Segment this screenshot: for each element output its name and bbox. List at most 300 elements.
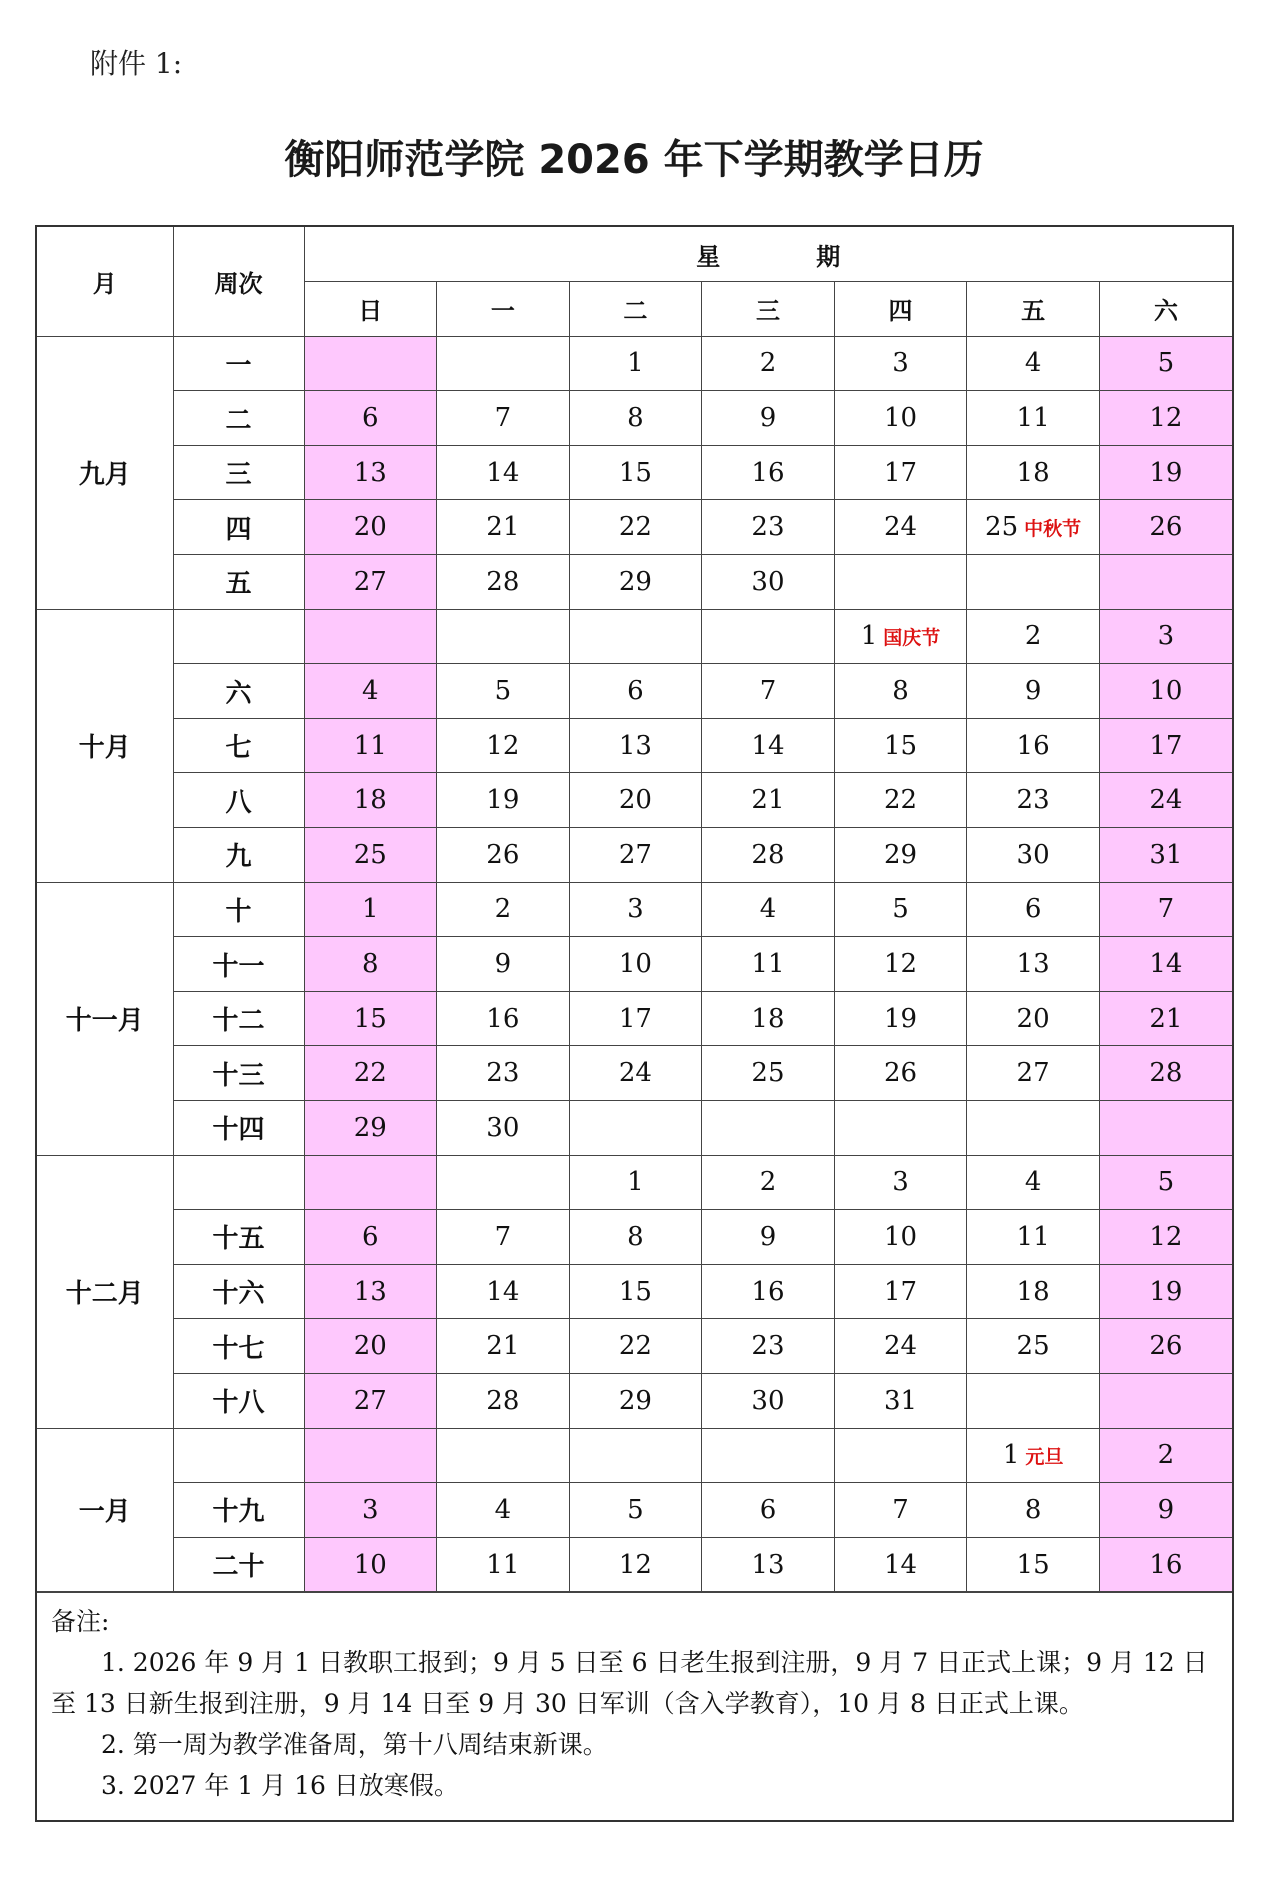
day-number: 9 bbox=[759, 403, 777, 434]
week-number: 十 bbox=[173, 882, 304, 937]
day-cell bbox=[834, 937, 967, 992]
day-cell bbox=[437, 1046, 570, 1101]
day-number: 27 bbox=[353, 566, 387, 597]
day-number: 8 bbox=[627, 403, 644, 434]
day-number: 3 bbox=[892, 348, 909, 379]
week-number: 一 bbox=[173, 336, 304, 391]
day-number: 4 bbox=[494, 1494, 512, 1525]
day-cell bbox=[569, 1264, 702, 1319]
day-number: 8 bbox=[362, 949, 379, 980]
day-number: 28 bbox=[751, 839, 785, 870]
day-number: 25 bbox=[353, 839, 387, 870]
day-cell bbox=[304, 609, 437, 664]
day-cell bbox=[569, 391, 702, 446]
day-cell bbox=[569, 445, 702, 500]
month-label: 一月 bbox=[37, 1428, 173, 1592]
day-number: 6 bbox=[362, 403, 379, 434]
day-cell bbox=[304, 500, 437, 555]
day-number: 15 bbox=[618, 457, 652, 488]
week-row bbox=[37, 937, 1232, 992]
day-cell bbox=[967, 609, 1100, 664]
header-week: 周次 bbox=[173, 227, 304, 336]
day-cell bbox=[834, 555, 967, 610]
week-row bbox=[37, 445, 1232, 500]
day-cell bbox=[967, 773, 1100, 828]
day-cell bbox=[702, 1264, 835, 1319]
day-number: 2 bbox=[494, 894, 512, 925]
day-cell bbox=[569, 828, 702, 883]
day-cell bbox=[1099, 500, 1232, 555]
day-number: 21 bbox=[751, 785, 785, 816]
month-label: 十一月 bbox=[37, 882, 173, 1155]
day-number: 2 bbox=[759, 348, 777, 379]
day-cell bbox=[967, 1155, 1100, 1210]
day-number: 13 bbox=[751, 1549, 785, 1580]
day-number: 20 bbox=[353, 512, 387, 543]
day-number: 3 bbox=[892, 1167, 909, 1198]
day-number: 17 bbox=[883, 1276, 918, 1307]
day-number: 7 bbox=[1157, 894, 1175, 925]
day-cell bbox=[304, 1373, 437, 1428]
day-number: 29 bbox=[883, 839, 918, 870]
day-number: 14 bbox=[883, 1549, 918, 1580]
weekday-header: 三 bbox=[702, 282, 835, 337]
day-cell bbox=[1099, 1046, 1232, 1101]
day-cell bbox=[437, 1101, 570, 1156]
day-cell bbox=[967, 1101, 1100, 1156]
day-number: 10 bbox=[353, 1549, 387, 1580]
day-cell bbox=[437, 718, 570, 773]
day-cell bbox=[967, 1264, 1100, 1319]
day-cell bbox=[304, 1210, 437, 1265]
holiday-label: 国庆节 bbox=[883, 627, 941, 650]
day-number: 12 bbox=[486, 730, 520, 761]
day-cell bbox=[437, 609, 570, 664]
day-cell bbox=[437, 664, 570, 719]
week-row bbox=[37, 555, 1232, 610]
day-number: 17 bbox=[1149, 730, 1183, 761]
week-number: 十三 bbox=[173, 1046, 304, 1101]
day-number: 6 bbox=[1024, 894, 1042, 925]
week-row bbox=[37, 1483, 1232, 1538]
day-cell bbox=[834, 1210, 967, 1265]
day-number: 23 bbox=[486, 1058, 520, 1089]
week-number: 十八 bbox=[173, 1373, 304, 1428]
day-cell bbox=[834, 1319, 967, 1374]
day-number: 31 bbox=[1149, 839, 1183, 870]
day-cell bbox=[1099, 882, 1232, 937]
day-cell bbox=[569, 991, 702, 1046]
day-number: 27 bbox=[1016, 1058, 1050, 1089]
week-row bbox=[37, 664, 1232, 719]
day-number: 2 bbox=[1157, 1440, 1175, 1471]
day-cell bbox=[304, 391, 437, 446]
day-number: 14 bbox=[751, 730, 785, 761]
day-number: 23 bbox=[751, 1331, 785, 1362]
day-cell bbox=[437, 1483, 570, 1538]
day-number: 10 bbox=[618, 949, 652, 980]
day-cell bbox=[834, 664, 967, 719]
day-number: 16 bbox=[751, 457, 785, 488]
day-cell bbox=[569, 664, 702, 719]
day-cell bbox=[569, 718, 702, 773]
week-number: 十一 bbox=[173, 937, 304, 992]
day-cell bbox=[304, 937, 437, 992]
weekday-header: 日 bbox=[304, 282, 437, 337]
day-cell bbox=[702, 1101, 835, 1156]
day-cell bbox=[304, 1537, 437, 1592]
day-number: 12 bbox=[618, 1549, 652, 1580]
day-number: 9 bbox=[1024, 676, 1042, 707]
week-number: 十四 bbox=[173, 1101, 304, 1156]
day-cell bbox=[1099, 991, 1232, 1046]
page-title: 衡阳师范学院 2026 年下学期教学日历 bbox=[284, 137, 984, 183]
day-cell bbox=[967, 1319, 1100, 1374]
day-number: 24 bbox=[618, 1058, 652, 1089]
day-cell bbox=[1099, 1210, 1232, 1265]
day-cell bbox=[437, 1210, 570, 1265]
day-number: 11 bbox=[1016, 1221, 1050, 1252]
day-cell bbox=[304, 1428, 437, 1483]
day-number: 25 bbox=[985, 512, 1019, 543]
day-cell bbox=[834, 828, 967, 883]
day-cell bbox=[967, 445, 1100, 500]
day-number: 12 bbox=[883, 949, 918, 980]
day-number: 23 bbox=[1016, 785, 1050, 816]
day-number: 18 bbox=[751, 1003, 785, 1034]
day-number: 11 bbox=[353, 730, 387, 761]
day-cell bbox=[304, 555, 437, 610]
day-cell bbox=[967, 1537, 1100, 1592]
day-cell bbox=[702, 1428, 835, 1483]
header-weekday-group: 星 期 bbox=[304, 227, 1232, 282]
day-cell bbox=[702, 1537, 835, 1592]
week-number: 十六 bbox=[173, 1264, 304, 1319]
day-cell bbox=[437, 555, 570, 610]
month-label: 十月 bbox=[37, 609, 173, 882]
day-number: 10 bbox=[883, 1221, 918, 1252]
week-row bbox=[37, 1373, 1232, 1428]
day-cell bbox=[702, 828, 835, 883]
day-cell bbox=[702, 1046, 835, 1101]
day-number: 20 bbox=[353, 1331, 387, 1362]
day-number: 19 bbox=[1149, 1276, 1183, 1307]
day-number: 22 bbox=[618, 1331, 652, 1362]
day-number: 19 bbox=[486, 785, 520, 816]
day-number: 30 bbox=[1016, 839, 1050, 870]
day-cell bbox=[1099, 336, 1232, 391]
day-cell bbox=[437, 1537, 570, 1592]
day-cell bbox=[569, 1155, 702, 1210]
teaching-calendar-table bbox=[37, 227, 1232, 1592]
day-cell bbox=[304, 882, 437, 937]
week-row bbox=[37, 718, 1232, 773]
day-number: 13 bbox=[353, 1276, 387, 1307]
day-number: 7 bbox=[494, 403, 512, 434]
day-cell bbox=[967, 882, 1100, 937]
week-row bbox=[37, 882, 1232, 937]
day-number: 15 bbox=[1016, 1549, 1050, 1580]
day-cell bbox=[437, 991, 570, 1046]
day-number: 16 bbox=[751, 1276, 785, 1307]
day-number: 13 bbox=[618, 730, 652, 761]
day-cell bbox=[1099, 1373, 1232, 1428]
day-number: 25 bbox=[1016, 1331, 1050, 1362]
day-number: 5 bbox=[627, 1494, 644, 1525]
day-cell bbox=[304, 664, 437, 719]
day-number: 7 bbox=[759, 676, 777, 707]
day-number: 1 bbox=[860, 621, 878, 652]
day-cell bbox=[437, 445, 570, 500]
holiday-label: 元旦 bbox=[1025, 1446, 1064, 1469]
day-number: 26 bbox=[1149, 1331, 1183, 1362]
day-number: 5 bbox=[1157, 348, 1175, 379]
day-number: 28 bbox=[1149, 1058, 1183, 1089]
day-cell bbox=[1099, 718, 1232, 773]
week-row bbox=[37, 1264, 1232, 1319]
week-row bbox=[37, 1428, 1232, 1483]
day-number: 3 bbox=[1157, 621, 1175, 652]
week-number: 二十 bbox=[173, 1537, 304, 1592]
day-cell bbox=[569, 1373, 702, 1428]
day-cell bbox=[437, 1373, 570, 1428]
day-cell bbox=[569, 1101, 702, 1156]
day-number: 22 bbox=[618, 512, 652, 543]
day-number: 30 bbox=[486, 1112, 520, 1143]
remarks-label: 备注: bbox=[51, 1607, 110, 1637]
week-number: 七 bbox=[173, 718, 304, 773]
day-number: 23 bbox=[751, 512, 785, 543]
day-number: 28 bbox=[486, 566, 520, 597]
day-number: 6 bbox=[362, 1221, 379, 1252]
day-cell bbox=[967, 991, 1100, 1046]
day-cell bbox=[834, 336, 967, 391]
weekday-header: 六 bbox=[1099, 282, 1232, 337]
day-number: 9 bbox=[494, 949, 512, 980]
day-number: 17 bbox=[883, 457, 918, 488]
day-number: 24 bbox=[883, 1331, 918, 1362]
day-number: 19 bbox=[1149, 457, 1183, 488]
day-number: 7 bbox=[892, 1494, 909, 1525]
day-number: 28 bbox=[486, 1385, 520, 1416]
day-cell bbox=[569, 609, 702, 664]
day-number: 19 bbox=[883, 1003, 918, 1034]
day-cell bbox=[304, 1483, 437, 1538]
day-number: 30 bbox=[751, 1385, 785, 1416]
day-number: 21 bbox=[486, 1331, 520, 1362]
day-cell bbox=[702, 391, 835, 446]
day-number: 15 bbox=[618, 1276, 652, 1307]
week-number: 四 bbox=[173, 500, 304, 555]
day-number: 6 bbox=[759, 1494, 777, 1525]
day-number: 10 bbox=[1149, 676, 1183, 707]
day-cell bbox=[437, 336, 570, 391]
day-number: 11 bbox=[751, 949, 785, 980]
day-number: 13 bbox=[353, 457, 387, 488]
week-row bbox=[37, 773, 1232, 828]
day-number: 1 bbox=[1002, 1440, 1020, 1471]
day-number: 29 bbox=[618, 566, 652, 597]
day-number: 12 bbox=[1149, 1221, 1183, 1252]
day-number: 8 bbox=[627, 1221, 644, 1252]
day-number: 16 bbox=[486, 1003, 520, 1034]
day-cell bbox=[1099, 609, 1232, 664]
day-number: 27 bbox=[353, 1385, 387, 1416]
day-cell bbox=[967, 937, 1100, 992]
day-cell bbox=[437, 391, 570, 446]
day-number: 13 bbox=[1016, 949, 1050, 980]
day-cell bbox=[569, 937, 702, 992]
day-cell bbox=[1099, 664, 1232, 719]
day-number: 30 bbox=[751, 566, 785, 597]
day-cell bbox=[967, 555, 1100, 610]
day-number: 8 bbox=[1024, 1494, 1042, 1525]
week-row bbox=[37, 1101, 1232, 1156]
day-cell bbox=[304, 1046, 437, 1101]
day-cell bbox=[437, 828, 570, 883]
day-cell bbox=[967, 664, 1100, 719]
day-cell bbox=[834, 500, 967, 555]
day-number: 27 bbox=[618, 839, 652, 870]
day-number: 21 bbox=[486, 512, 520, 543]
day-cell bbox=[967, 828, 1100, 883]
day-number: 3 bbox=[627, 894, 644, 925]
day-number: 21 bbox=[1149, 1003, 1183, 1034]
day-cell bbox=[702, 445, 835, 500]
day-cell bbox=[1099, 1101, 1232, 1156]
day-cell bbox=[702, 718, 835, 773]
day-cell bbox=[1099, 1155, 1232, 1210]
day-cell bbox=[967, 1210, 1100, 1265]
week-number bbox=[173, 1428, 304, 1483]
day-number: 12 bbox=[1149, 403, 1183, 434]
day-number: 31 bbox=[883, 1385, 918, 1416]
month-label: 九月 bbox=[37, 336, 173, 609]
day-cell bbox=[702, 1483, 835, 1538]
day-number: 14 bbox=[486, 457, 520, 488]
remark-item: 2. 第一周为教学准备周，第十八周结束新课。 bbox=[101, 1730, 608, 1760]
day-cell bbox=[569, 555, 702, 610]
day-number: 22 bbox=[353, 1058, 387, 1089]
week-row bbox=[37, 1155, 1232, 1210]
day-number: 26 bbox=[486, 839, 520, 870]
day-cell bbox=[967, 500, 1100, 555]
week-number: 八 bbox=[173, 773, 304, 828]
day-number: 10 bbox=[883, 403, 918, 434]
week-row bbox=[37, 500, 1232, 555]
weekday-header: 一 bbox=[437, 282, 570, 337]
day-number: 1 bbox=[627, 1167, 644, 1198]
day-cell bbox=[437, 1319, 570, 1374]
calendar-container bbox=[35, 225, 1234, 1822]
day-cell bbox=[1099, 1428, 1232, 1483]
day-cell bbox=[702, 1155, 835, 1210]
day-number: 26 bbox=[1149, 512, 1183, 543]
month-label: 十二月 bbox=[37, 1155, 173, 1428]
day-cell bbox=[304, 991, 437, 1046]
day-cell bbox=[1099, 773, 1232, 828]
day-cell bbox=[834, 1046, 967, 1101]
day-cell bbox=[702, 664, 835, 719]
day-cell bbox=[702, 500, 835, 555]
day-number: 20 bbox=[1016, 1003, 1050, 1034]
day-cell bbox=[834, 773, 967, 828]
attachment-label: 附件 1: bbox=[90, 47, 183, 80]
day-cell bbox=[702, 1319, 835, 1374]
day-cell bbox=[569, 882, 702, 937]
day-cell bbox=[702, 555, 835, 610]
day-number: 18 bbox=[353, 785, 387, 816]
day-cell bbox=[1099, 828, 1232, 883]
day-cell bbox=[304, 828, 437, 883]
week-number: 六 bbox=[173, 664, 304, 719]
day-cell bbox=[1099, 1483, 1232, 1538]
day-cell bbox=[304, 1101, 437, 1156]
week-number: 二 bbox=[173, 391, 304, 446]
day-number: 29 bbox=[353, 1112, 387, 1143]
day-cell bbox=[569, 1537, 702, 1592]
week-number bbox=[173, 609, 304, 664]
day-cell bbox=[437, 773, 570, 828]
day-cell bbox=[1099, 1319, 1232, 1374]
weekday-header: 四 bbox=[834, 282, 967, 337]
day-cell bbox=[569, 1483, 702, 1538]
day-number: 24 bbox=[883, 512, 918, 543]
day-number: 9 bbox=[1157, 1494, 1175, 1525]
day-number: 14 bbox=[486, 1276, 520, 1307]
week-row bbox=[37, 336, 1232, 391]
week-number: 十二 bbox=[173, 991, 304, 1046]
day-number: 2 bbox=[1024, 621, 1042, 652]
day-cell bbox=[437, 882, 570, 937]
day-number: 6 bbox=[627, 676, 644, 707]
day-cell bbox=[304, 718, 437, 773]
day-cell bbox=[304, 336, 437, 391]
day-number: 4 bbox=[362, 676, 379, 707]
day-cell bbox=[967, 391, 1100, 446]
day-number: 7 bbox=[494, 1221, 512, 1252]
holiday-label: 中秋节 bbox=[1024, 518, 1082, 541]
day-number: 18 bbox=[1016, 1276, 1050, 1307]
day-number: 20 bbox=[618, 785, 652, 816]
day-cell bbox=[1099, 937, 1232, 992]
day-number: 1 bbox=[362, 894, 379, 925]
day-number: 14 bbox=[1149, 949, 1183, 980]
day-cell bbox=[967, 1373, 1100, 1428]
day-number: 11 bbox=[486, 1549, 520, 1580]
day-number: 5 bbox=[1157, 1167, 1175, 1198]
week-number: 十九 bbox=[173, 1483, 304, 1538]
day-number: 26 bbox=[883, 1058, 918, 1089]
day-cell bbox=[967, 1483, 1100, 1538]
week-row bbox=[37, 1046, 1232, 1101]
day-cell bbox=[702, 937, 835, 992]
weekday-header: 五 bbox=[967, 282, 1100, 337]
day-cell bbox=[702, 991, 835, 1046]
day-cell bbox=[834, 882, 967, 937]
remark-item: 3. 2027 年 1 月 16 日放寒假。 bbox=[101, 1771, 459, 1801]
day-number: 4 bbox=[759, 894, 777, 925]
day-number: 2 bbox=[759, 1167, 777, 1198]
day-cell bbox=[834, 1101, 967, 1156]
week-row bbox=[37, 1537, 1232, 1592]
week-number bbox=[173, 1155, 304, 1210]
day-cell bbox=[967, 1428, 1100, 1483]
day-cell bbox=[569, 773, 702, 828]
day-cell bbox=[834, 991, 967, 1046]
week-row bbox=[37, 1319, 1232, 1374]
week-number: 九 bbox=[173, 828, 304, 883]
